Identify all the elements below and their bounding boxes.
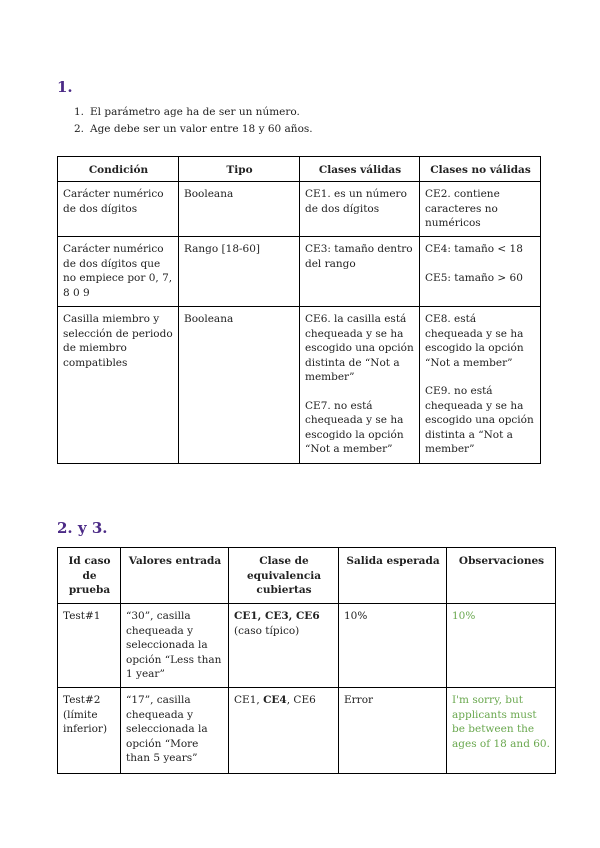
table-cell: 10% [339, 604, 447, 688]
table-row [58, 182, 541, 237]
table-cell: Booleana [179, 182, 300, 237]
table-cell: CE2. contiene caracteres no numéricos [420, 182, 541, 237]
table-cell: CE4: tamaño < 18 CE5: tamaño > 60 [420, 237, 541, 307]
column-header: Clases válidas [300, 157, 420, 182]
table-header-row [58, 548, 556, 604]
table-cell: CE1, CE3, CE6 (caso típico) [229, 604, 339, 688]
table-row [58, 604, 556, 688]
column-header: Valores entrada [121, 548, 229, 604]
table-cell: Carácter numérico de dos dígitos que no empiece por 0, 7, 8 0 9 [58, 237, 179, 307]
table-cell: Error [339, 688, 447, 774]
table-cell: Rango [18-60] [179, 237, 300, 307]
column-header: Condición [58, 157, 179, 182]
section-1-heading: 1. [57, 78, 73, 96]
table-row [58, 688, 556, 774]
table-cell: “30”, casilla chequeada y seleccionada la opción “Less than 1 year” [121, 604, 229, 688]
test-cases-table [57, 547, 556, 774]
column-header: Clases no válidas [420, 157, 541, 182]
table-cell: CE1, CE4, CE6 [229, 688, 339, 774]
table-cell: Booleana [179, 307, 300, 464]
column-header: Clase de equivalencia cubiertas [229, 548, 339, 604]
column-header: Tipo [179, 157, 300, 182]
column-header: Observaciones [447, 548, 556, 604]
table-cell: Carácter numérico de dos dígitos [58, 182, 179, 237]
table-row [58, 307, 541, 464]
table-row [58, 237, 541, 307]
column-header: Salida esperada [339, 548, 447, 604]
table-header-row [58, 157, 541, 182]
table-cell: Test#2 (límite inferior) [58, 688, 121, 774]
table-cell: CE1. es un número de dos dígitos [300, 182, 420, 237]
table-cell: 10% [447, 604, 556, 688]
list-item: 1. El parámetro age ha de ser un número. [74, 106, 300, 118]
equivalence-classes-table [57, 156, 541, 464]
table-cell: Casilla miembro y selección de periodo de miembro compatibles [58, 307, 179, 464]
table-cell: I'm sorry, but applicants must be between the ages of 18 and 60. [447, 688, 556, 774]
column-header: Id caso de prueba [58, 548, 121, 604]
table-cell: “17”, casilla chequeada y seleccionada la opción “More than 5 years” [121, 688, 229, 774]
table-cell: Test#1 [58, 604, 121, 688]
table-cell: CE6. la casilla está chequeada y se ha escogido una opción distinta de “Not a member” CE7. no está chequeada y se ha escogido la opción “Not a member” [300, 307, 420, 464]
requirements-list [57, 104, 313, 138]
list-item: 2. Age debe ser un valor entre 18 y 60 años. [74, 123, 313, 135]
table-cell: CE3: tamaño dentro del rango [300, 237, 420, 307]
section-2-heading: 2. y 3. [57, 519, 108, 537]
table-cell: CE8. está chequeada y se ha escogido la opción “Not a member” CE9. no está chequeada y se ha escogido una opción distinta a “Not a member” [420, 307, 541, 464]
